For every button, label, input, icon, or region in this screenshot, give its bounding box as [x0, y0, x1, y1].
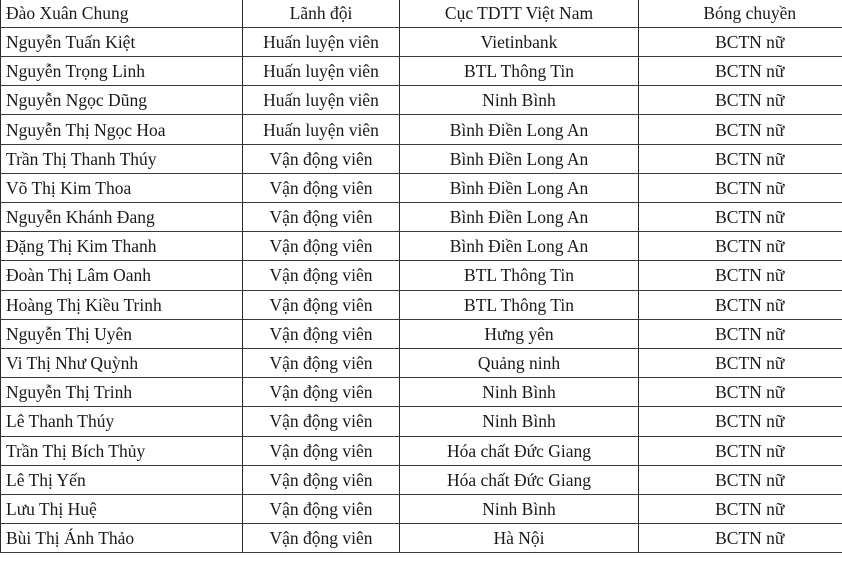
cell-unit: Quảng ninh	[400, 348, 639, 377]
table-row	[1, 290, 842, 319]
cell-unit: Bình Điền Long An	[400, 144, 639, 173]
cell-sport: BCTN nữ	[639, 290, 842, 319]
table-row	[1, 144, 842, 173]
cell-name: Trần Thị Bích Thủy	[1, 436, 243, 465]
cell-role: Vận động viên	[243, 465, 400, 494]
table-row	[1, 86, 842, 115]
cell-unit: BTL Thông Tin	[400, 290, 639, 319]
cell-role: Vận động viên	[243, 524, 400, 553]
cell-name: Đào Xuân Chung	[1, 0, 243, 27]
cell-sport: BCTN nữ	[639, 436, 842, 465]
table-row	[1, 261, 842, 290]
table-row	[1, 27, 842, 56]
cell-sport: BCTN nữ	[639, 378, 842, 407]
cell-role: Vận động viên	[243, 494, 400, 523]
table-row-team-leader	[1, 0, 842, 27]
cell-unit: Cục TDTT Việt Nam	[400, 0, 639, 27]
cell-name: Nguyễn Khánh Đang	[1, 203, 243, 232]
cell-role: Huấn luyện viên	[243, 27, 400, 56]
cell-role: Lãnh đội	[243, 0, 400, 27]
cell-sport: BCTN nữ	[639, 27, 842, 56]
cell-sport: BCTN nữ	[639, 465, 842, 494]
cell-sport: BCTN nữ	[639, 115, 842, 144]
table-row	[1, 348, 842, 377]
table-row	[1, 494, 842, 523]
cell-role: Vận động viên	[243, 319, 400, 348]
cell-role: Vận động viên	[243, 436, 400, 465]
table-row	[1, 524, 842, 553]
cell-unit: Ninh Bình	[400, 378, 639, 407]
cell-role: Vận động viên	[243, 173, 400, 202]
cell-name: Đoàn Thị Lâm Oanh	[1, 261, 243, 290]
cell-name: Lưu Thị Huệ	[1, 494, 243, 523]
cell-sport: BCTN nữ	[639, 203, 842, 232]
cell-unit: Ninh Bình	[400, 407, 639, 436]
cell-name: Lê Thị Yến	[1, 465, 243, 494]
cell-sport: BCTN nữ	[639, 319, 842, 348]
cell-sport: BCTN nữ	[639, 348, 842, 377]
cell-unit: Bình Điền Long An	[400, 115, 639, 144]
table-row	[1, 407, 842, 436]
cell-name: Nguyễn Thị Trinh	[1, 378, 243, 407]
cell-unit: Hóa chất Đức Giang	[400, 436, 639, 465]
cell-role: Vận động viên	[243, 290, 400, 319]
cell-name: Vi Thị Như Quỳnh	[1, 348, 243, 377]
cell-unit: Hà Nội	[400, 524, 639, 553]
table-row	[1, 115, 842, 144]
cell-role: Huấn luyện viên	[243, 86, 400, 115]
cell-name: Võ Thị Kim Thoa	[1, 173, 243, 202]
cell-name: Nguyễn Ngọc Dũng	[1, 86, 243, 115]
cell-unit: Hóa chất Đức Giang	[400, 465, 639, 494]
cell-unit: Ninh Bình	[400, 86, 639, 115]
cell-sport: BCTN nữ	[639, 57, 842, 86]
cell-role: Vận động viên	[243, 144, 400, 173]
cell-sport: BCTN nữ	[639, 144, 842, 173]
cell-sport: BCTN nữ	[639, 494, 842, 523]
cell-unit: Bình Điền Long An	[400, 173, 639, 202]
table-row	[1, 319, 842, 348]
cell-sport: BCTN nữ	[639, 524, 842, 553]
cell-unit: Hưng yên	[400, 319, 639, 348]
cell-sport: BCTN nữ	[639, 86, 842, 115]
cell-role: Vận động viên	[243, 232, 400, 261]
cell-unit: BTL Thông Tin	[400, 57, 639, 86]
cell-role: Vận động viên	[243, 261, 400, 290]
cell-unit: Bình Điền Long An	[400, 232, 639, 261]
table-row	[1, 57, 842, 86]
table-row	[1, 436, 842, 465]
cell-role: Vận động viên	[243, 378, 400, 407]
cell-name: Nguyễn Thị Uyên	[1, 319, 243, 348]
cell-name: Hoàng Thị Kiều Trinh	[1, 290, 243, 319]
cell-role: Huấn luyện viên	[243, 57, 400, 86]
cell-name: Nguyễn Tuấn Kiệt	[1, 27, 243, 56]
cell-role: Vận động viên	[243, 203, 400, 232]
table-row	[1, 173, 842, 202]
cell-unit: Bình Điền Long An	[400, 203, 639, 232]
cell-sport: BCTN nữ	[639, 261, 842, 290]
cell-name: Đặng Thị Kim Thanh	[1, 232, 243, 261]
cell-name: Nguyễn Trọng Linh	[1, 57, 243, 86]
cell-name: Nguyễn Thị Ngọc Hoa	[1, 115, 243, 144]
cell-role: Vận động viên	[243, 348, 400, 377]
cell-sport: Bóng chuyền	[639, 0, 842, 27]
cell-name: Trần Thị Thanh Thúy	[1, 144, 243, 173]
cell-sport: BCTN nữ	[639, 173, 842, 202]
cell-role: Vận động viên	[243, 407, 400, 436]
cell-sport: BCTN nữ	[639, 407, 842, 436]
table-row	[1, 232, 842, 261]
cell-name: Bùi Thị Ánh Thảo	[1, 524, 243, 553]
cell-unit: BTL Thông Tin	[400, 261, 639, 290]
table-row	[1, 203, 842, 232]
cell-sport: BCTN nữ	[639, 232, 842, 261]
cell-role: Huấn luyện viên	[243, 115, 400, 144]
table-row	[1, 378, 842, 407]
cell-unit: Vietinbank	[400, 27, 639, 56]
table-row	[1, 465, 842, 494]
cell-unit: Ninh Bình	[400, 494, 639, 523]
cell-name: Lê Thanh Thúy	[1, 407, 243, 436]
